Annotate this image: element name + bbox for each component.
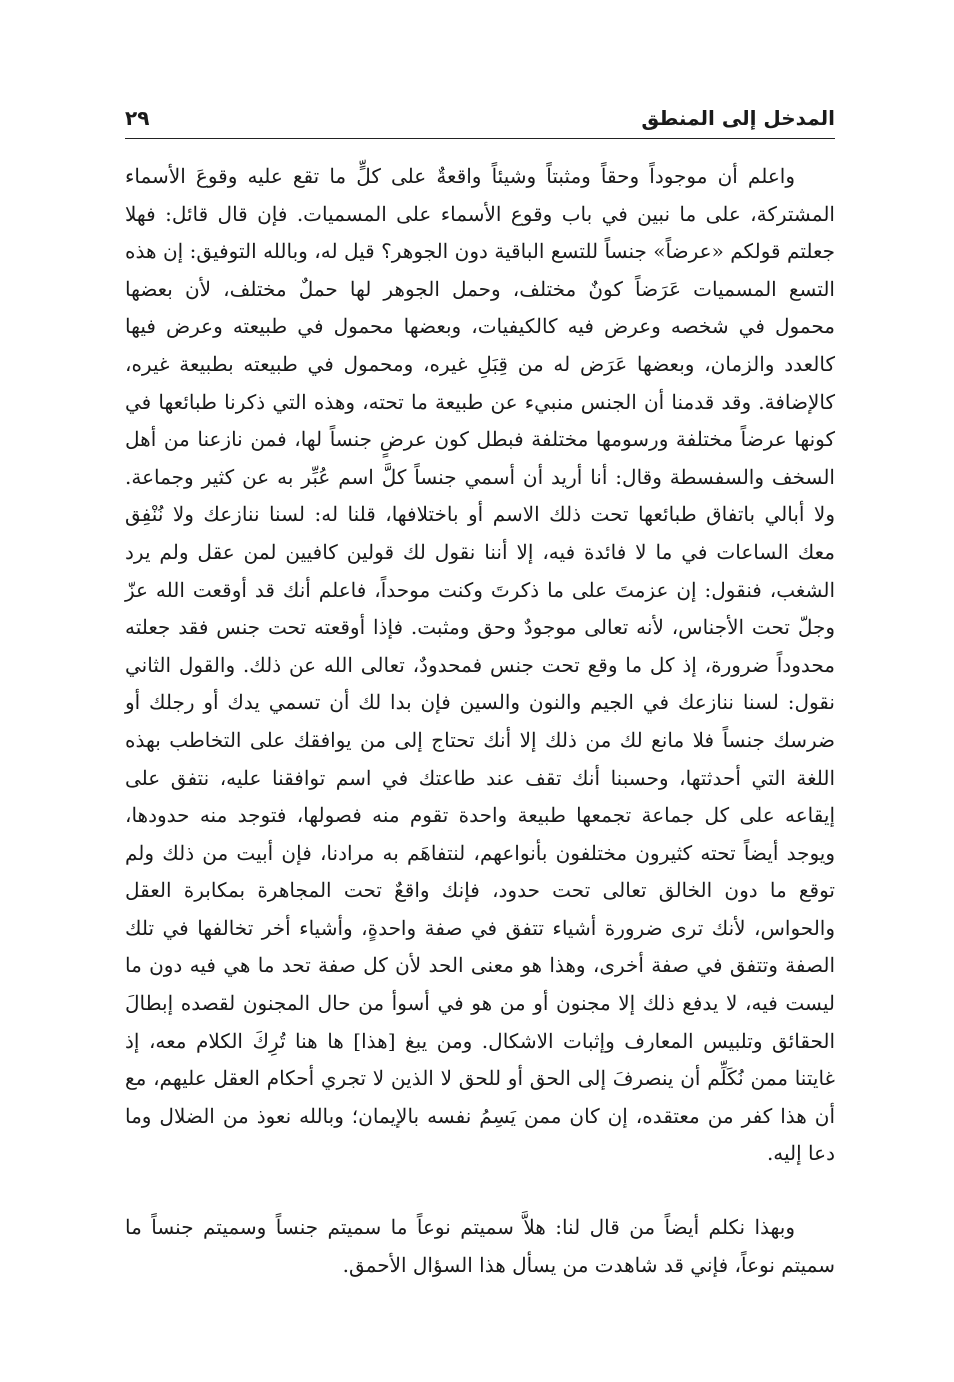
paragraph-2: وبهذا نكلم أيضاً من قال لنا: هلاَّ سميتم نوعاً ما سميتم جنساً وسميتم جنساً ما سميتم نوعاً، فإني قد شاهدت من يسأل هذا السؤال الأحمق. (125, 1215, 835, 1277)
running-header (125, 98, 835, 139)
running-title: المدخل إلى المنطق (641, 106, 835, 130)
body-text (125, 158, 835, 1284)
paragraph-1: واعلم أن موجوداً وحقاً ومثبتاً وشيئاً واقعةٌ على كلٍّ ما تقع عليه وقوعَ الأسماء المشتركة، على ما نبين في باب وقوع الأسماء على المسميات. فإن قال قائل: فهلا جعلتم قولكم «عرضاً» جنساً للتسع الباقية دون الجوهر؟ قيل له، وبالله التوفيق: إن هذه التسع المسميات عَرَضاً كونٌ مختلف، وحمل الجوهر لها حملٌ مختلف، لأن بعضها محمول في شخصه وعرض فيه كالكيفيات، وبعضها محمول في طبيعته وعرض فيها كالعدد والزمان، وبعضها عَرَض له من قِبَلِ غيره، ومحمول في طبيعته بطبيعة غيره، كالإضافة. وقد قدمنا أن الجنس منبيء عن طبيعة ما تحته، وهذه التي ذكرنا طبائعها في كونها عرضاً مختلفة ورسومها مختلفة فبطل كون عرضٍ جنساً لها، فمن نازعنا من أهل السخف والسفسطة وقال: أنا أريد أن أسمي جنساً كلَّ اسم عُبِّر به عن كثير وجماعة. ولا أبالي باتفاق طبائعها تحت ذلك الاسم أو باختلافها، قلنا له: لسنا ننازعك ولا نُنْفِق معك الساعات في ما لا فائدة فيه، إلا أننا نقول لك قولين كافيين لمن عقل ولم يرد الشغب، فنقول: إن عزمتَ على ما ذكرتَ وكنت موحداً، فاعلم أنك قد أوقعت الله عزّ وجلّ تحت الأجناس، لأنه تعالى موجودٌ وحق ومثبت. فإذا أوقعته تحت جنس فقد جعلته محدوداً ضرورة، إذ كل ما وقع تحت جنس فمحدودٌ، تعالى الله عن ذلك. والقول الثاني نقول: لسنا ننازعك في الجيم والنون والسين فإن بدا لك أن تسمي يدك أو رجلك أو ضرسك جنساً فلا مانع لك من ذلك إلا أنك تحتاج إلى من يوافقك على التخاطب بهذه اللغة التي أحدثتها، وحسبنا أنك تقف عند طاعتك في اسم توافقنا عليه، نتفق على إيقاعه على كل جماعة تجمعها طبيعة واحدة تقوم منه فصولها، فتوجد منه حدودها، ويوجد أيضاً تحته كثيرون مختلفون بأنواعهم، لنتفاهَم به مرادنا، فإن أبيت من ذلك ولم توقع ما دون الخالق تعالى تحت حدود، فإنك واقعٌ تحت المجاهرة بمكابرة العقل والحواس، لأنك ترى ضرورة أشياء تتفق في صفة واحدةٍ، وأشياء أخر تخالفها في تلك الصفة وتتفق في صفة أخرى، وهذا هو معنى الحد لأن كل صفة تحد ما هي فيه دون ما ليست فيه، لا يدفع ذلك إلا مجنون أو من هو في أسوأ من حال المجنون لقصده إبطالَ الحقائق وتلبيس المعارف وإثبات الاشكال. ومن يبغ [هذا] ها هنا تُرِكَ الكلام معه، إذ غايتنا ممن نُكَلِّم أن ينصرفَ إلى الحق أو للحق لا الذين لا تجري أحكام العقل عليهم، مع أن هذا كفر من معتقده، إن كان ممن يَسِمُ نفسه بالإيمان؛ وبالله نعوذ من الضلال وما دعا إليه. (125, 164, 835, 1166)
page-number: ٢٩ (125, 106, 150, 130)
